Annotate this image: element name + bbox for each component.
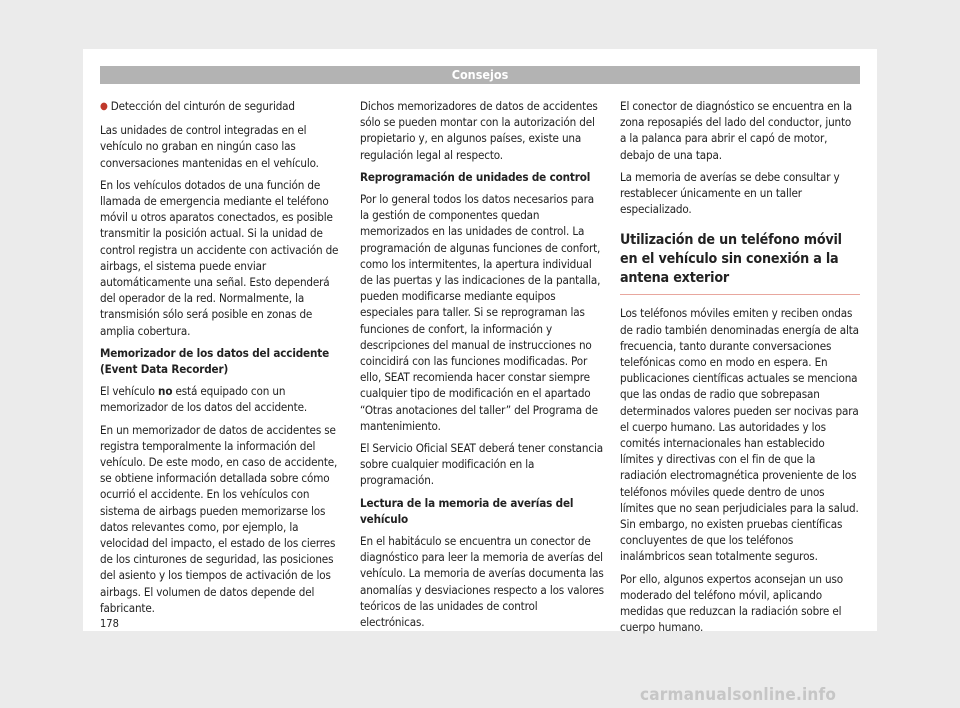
bullet-heading-text: Detección del cinturón de seguridad [110,99,295,113]
text-run: está equipado con un memorizador de los datos del accidente. [100,384,308,415]
subheading-fault-memory: Lectura de la memoria de averías del vehículo [360,495,574,526]
bullet-heading [100,98,344,116]
section-header: Consejos [100,66,860,84]
subheading-event-data-recorder: Memorizador de los datos del accidente (Event Data Recorder) [100,345,330,377]
column-left [100,98,344,622]
paragraph [100,383,344,415]
paragraph: En los vehículos dotados de una función de llamada de emergencia mediante el teléfono móvil u otros aparatos conectados, es posible transmitir la posición actual. Si la unidad de control registra un accidente con activación de airbags, el sistema puede enviar automáticamente una señal. Esto dependerá del operador de la red. Normalmente, la transmisión sólo será posible en zonas de amplia cobertura. [100,177,339,338]
subheading-reprogramming: Reprogramación de unidades de control [360,169,591,184]
bold-text-run: no [158,384,173,399]
section-heading-mobile-phone: Utilización de un teléfono móvil en el vehículo sin conexión a la antena exterior [620,231,860,295]
bullet-icon: ● [100,101,108,112]
paragraph: Los teléfonos móviles emiten y reciben ondas de radio también denominadas energía de alta frecuencia, tanto durante conversaciones telefónicas como en modo en espera. En publicaciones científicas actuales se menciona que las ondas de radio que sobrepasan determinados valores pueden ser nocivas para el cuerpo humano. Las autoridades y los comités internacionales han establecido límites y directivas con el fin de que la radiación electromagnética proveniente de los teléfonos móviles quede dentro de unos límites que no sean perjudiciales para la salud. Sin embargo, no existen pruebas científicas concluyentes de que los teléfonos inalámbricos sean totalmente seguros. [620,306,859,564]
paragraph: Por lo general todos los datos necesarios para la gestión de componentes quedan memorizados en las unidades de control. La programación de algunas funciones de confort, como los intermitentes, la apertura individual de las puertas y las indicaciones de la pantalla, pueden modificarse mediante equipos especiales para taller. Si se reprograman las funciones de confort, la información y descripciones del manual de instrucciones no coincidirá con las funciones modificadas. Por ello, SEAT recomienda hacer constar siempre cualquier tipo de modificación en el apartado “Otras anotaciones del taller” del Programa de mantenimiento. [360,192,601,433]
paragraph: En un memorizador de datos de accidentes se registra temporalmente la información del vehículo. De este modo, en caso de accidente, se obtiene información detallada sobre cómo ocurrió el accidente. En los vehículos con sistema de airbags pueden memorizarse los datos relevantes como, por ejemplo, la velocidad del impacto, el estado de los cierres de los cinturones de seguridad, las posiciones del asiento y los tiempos de activación de los airbags. El volumen de datos depende del fabricante. [100,422,338,615]
column-right [620,98,860,641]
paragraph: La memoria de averías se debe consultar y restablecer únicamente en un taller especializado. [620,169,840,217]
page-number: 178 [100,617,119,630]
paragraph: El conector de diagnóstico se encuentra en la zona reposapiés del lado del conductor, junto a la palanca para abrir el capó de motor, debajo de una tapa. [620,99,853,162]
column-middle [360,98,604,636]
paragraph: Las unidades de control integradas en el vehículo no graban en ningún caso las conversaciones mantenidas en el vehículo. [100,123,319,170]
paragraph: Dichos memorizadores de datos de accidentes sólo se pueden montar con la autorización del propietario y, en algunos países, existe una regulación legal al respecto. [360,99,598,162]
paragraph: El Servicio Oficial SEAT deberá tener constancia sobre cualquier modificación en la programación. [360,441,603,488]
watermark: carmanualsonline.info [640,685,837,705]
paragraph: Por ello, algunos expertos aconsejan un uso moderado del teléfono móvil, aplicando medidas que reduzcan la radiación sobre el cuerpo humano. [620,571,843,635]
text-run: El vehículo [100,384,159,399]
paragraph: En el habitáculo se encuentra un conector de diagnóstico para leer la memoria de averías del vehículo. La memoria de averías documenta las anomalías y desviaciones respecto a los valores teóricos de las unidades de control electrónicas. [360,534,604,630]
